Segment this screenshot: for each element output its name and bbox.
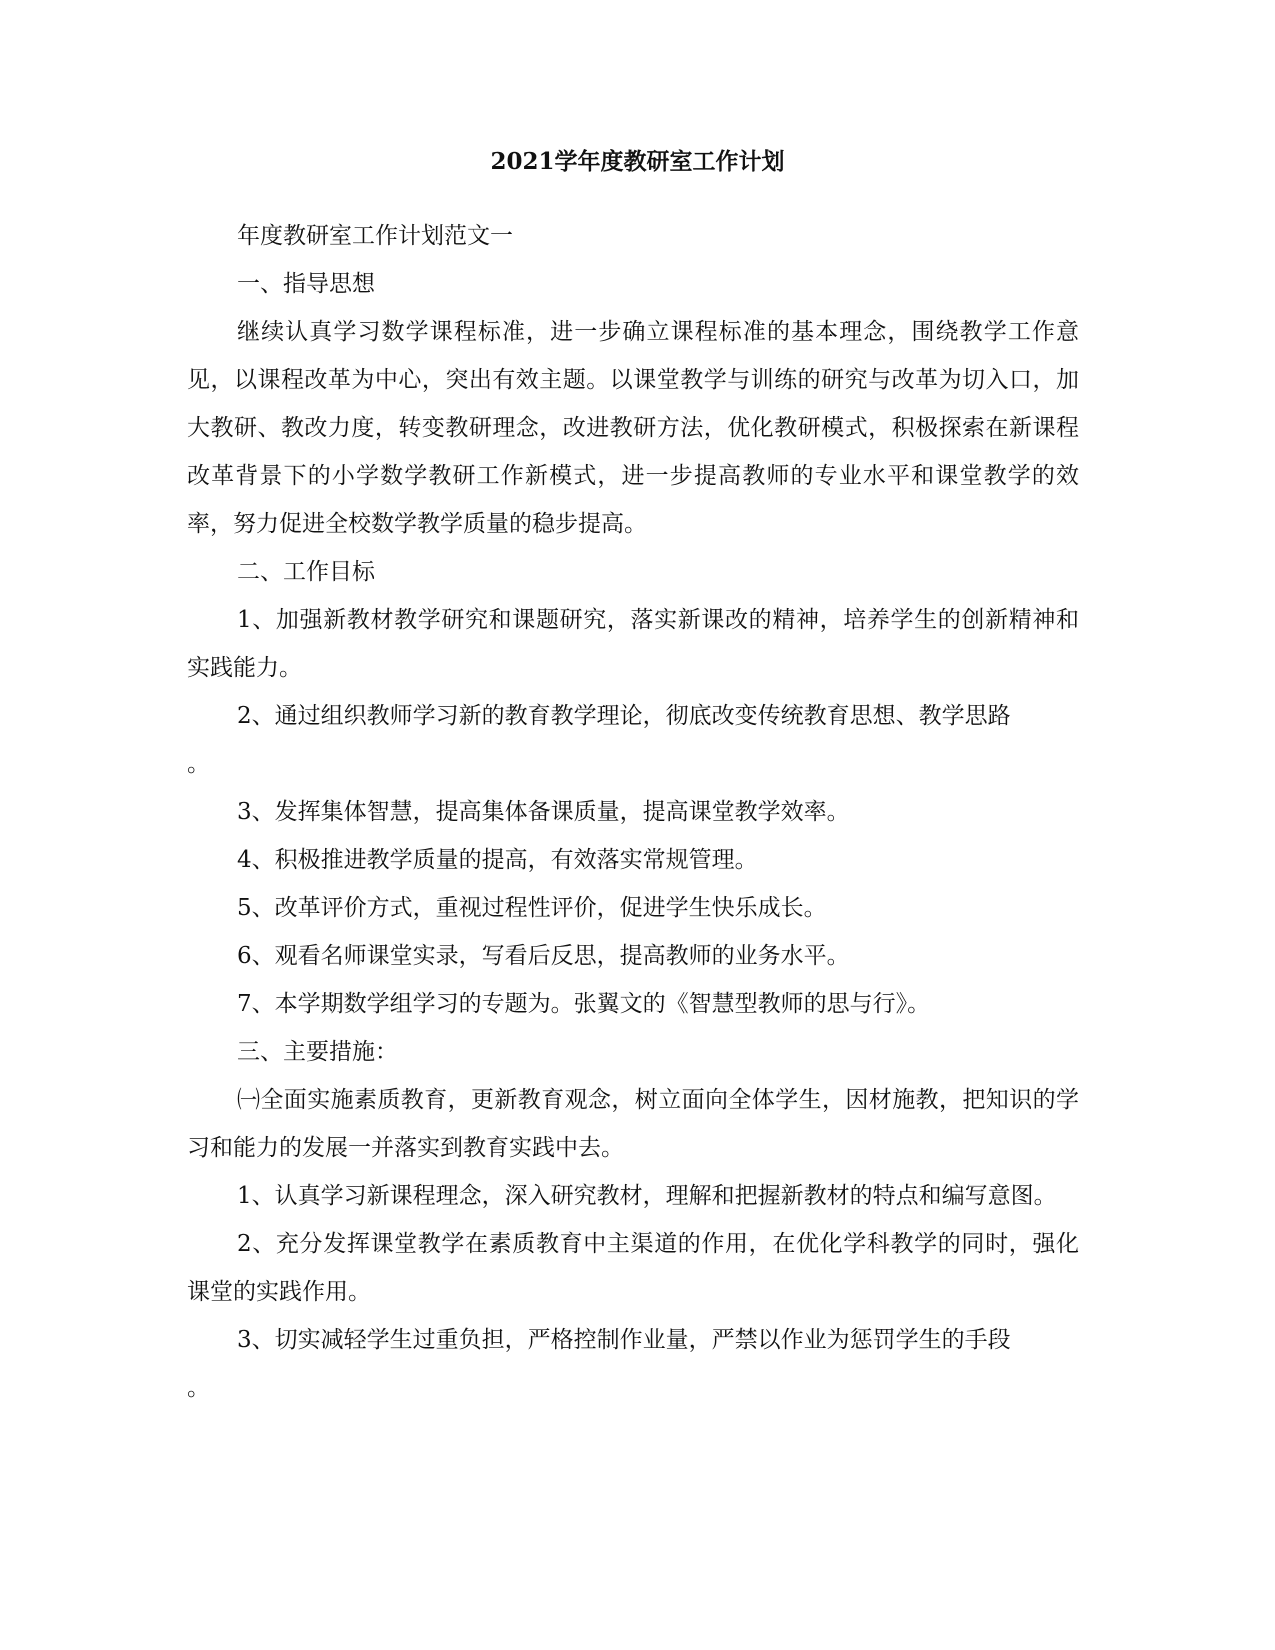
list-item: 7、本学期数学组学习的专题为。张翼文的《智慧型教师的思与行》。 <box>237 991 931 1017</box>
list-item: 1、加强新教材教学研究和课题研究，落实新课改的精神，培养学生的创新精神和实践能力。 <box>187 607 1079 681</box>
list-item: 2、通过组织教师学习新的教育教学理论，彻底改变传统教育思想、教学思路 <box>237 703 1011 729</box>
document-title: 2021学年度教研室工作计划 <box>490 148 785 175</box>
list-item: 4、积极推进教学质量的提高，有效落实常规管理。 <box>237 847 758 873</box>
list-item: 5、改革评价方式，重视过程性评价，促进学生快乐成长。 <box>237 895 827 921</box>
list-item: 6、观看名师课堂实录，写看后反思，提高教师的业务水平。 <box>237 943 850 969</box>
paragraph: 年度教研室工作计划范文一 <box>237 223 513 249</box>
section-heading: 三、主要措施： <box>237 1039 398 1065</box>
list-item: 3、发挥集体智慧，提高集体备课质量，提高课堂教学效率。 <box>237 799 850 825</box>
orphan-punctuation: 。 <box>187 1375 210 1401</box>
list-item: 3、切实减轻学生过重负担，严格控制作业量，严禁以作业为惩罚学生的手段 <box>237 1327 1011 1353</box>
list-item: 2、充分发挥课堂教学在素质教育中主渠道的作用，在优化学科教学的同时，强化课堂的实践作用。 <box>187 1231 1079 1305</box>
list-item: 1、认真学习新课程理念，深入研究教材，理解和把握新教材的特点和编写意图。 <box>237 1183 1057 1209</box>
paragraph: ㈠全面实施素质教育，更新教育观念，树立面向全体学生，因材施教，把知识的学习和能力的发展一并落实到教育实践中去。 <box>187 1087 1079 1161</box>
orphan-punctuation: 。 <box>187 751 210 777</box>
section-heading: 一、指导思想 <box>237 271 375 297</box>
section-heading: 二、工作目标 <box>237 559 375 585</box>
document-body <box>187 212 1079 1412</box>
paragraph: 继续认真学习数学课程标准，进一步确立课程标准的基本理念，围绕教学工作意见，以课程改革为中心，突出有效主题。以课堂教学与训练的研究与改革为切入口，加大教研、教改力度，转变教研理念，改进教研方法，优化教研模式，积极探索在新课程改革背景下的小学数学教研工作新模式，进一步提高教师的专业水平和课堂教学的效率，努力促进全校数学教学质量的稳步提高。 <box>187 319 1079 537</box>
